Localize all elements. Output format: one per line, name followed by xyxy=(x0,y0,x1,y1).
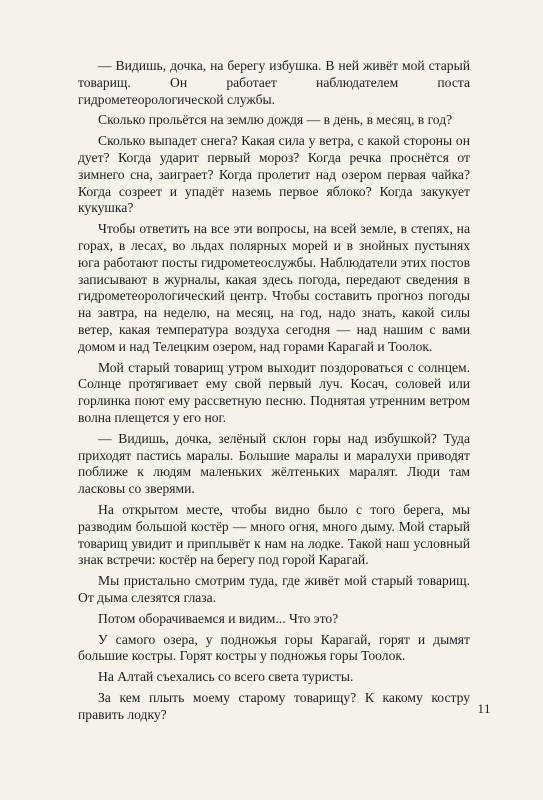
paragraph: — Видишь, дочка, зелёный склон горы над избушкой? Туда приходят пастись маралы. Большие маралы и маралухи приводят поближе к людям маленьких жёлтеньких маралят. Люди там ласковы со зверями. xyxy=(78,430,470,497)
paragraph: Сколько выпадет снега? Какая сила у ветра, с какой стороны он дует? Когда ударит первый мороз? Когда речка проснётся от зимнего сна, заиграет? Когда пролетит над озером первая чайка? Когда созреет и упадёт наземь первое яблоко? Когда закукует кукушка? xyxy=(78,133,470,216)
paragraph: Потом оборачиваемся и видим... Что это? xyxy=(98,610,339,626)
paragraph: — Видишь, дочка, на берегу избушка. В ней живёт мой старый товарищ. Он работает наблюдателем поста гидрометеорологической службы. xyxy=(78,58,470,107)
paragraph: Чтобы ответить на все эти вопросы, на всей земле, в степях, на горах, в лесах, во льдах полярных морей и в знойных пустынях юга работают посты гидрометеослужбы. Наблюдатели этих постов записывают в журналы, какая здесь погода, передают сведения в гидрометеорологический центр. Чтобы составить прогноз погоды на завтра, на неделю, на месяц, на год, надо знать, какой силы ветер, какая температура воздуха сегодня — над нашим с вами домом и над Телецким озером, над горами Карагай и Тоолок. xyxy=(78,221,470,354)
paragraph: Сколько прольётся на землю дождя — в день, в месяц, в год? xyxy=(98,112,453,128)
page-number: 11 xyxy=(477,701,491,716)
paragraph: У самого озера, у подножья горы Карагай, горят и дымят большие костры. Горят костры у подножья горы Тоолок. xyxy=(78,631,470,664)
paragraph: На Алтай съехались со всего света туристы. xyxy=(98,669,354,685)
paragraph: Мой старый товарищ утром выходит поздороваться с солнцем. Солнце протягивает ему свой первый луч. Косач, соловей или горлинка поют ему рассветную песню. Поднятая утренним ветром волна плещется у его ног. xyxy=(78,359,470,425)
paragraph: За кем плыть моему старому товарищу? К какому костру править лодку? xyxy=(78,689,470,722)
paragraph: Мы пристально смотрим туда, где живёт мой старый товарищ. От дыма слезятся глаза. xyxy=(78,573,470,605)
paragraph: На открытом месте, чтобы видно было с того берега, мы разводим большой костёр — много огня, много дыму. Мой старый товарищ увидит и приплывёт к нам на лодке. Такой наш условный знак встречи: костёр на берегу под горой Карагай. xyxy=(78,501,470,568)
page-text xyxy=(78,58,470,727)
